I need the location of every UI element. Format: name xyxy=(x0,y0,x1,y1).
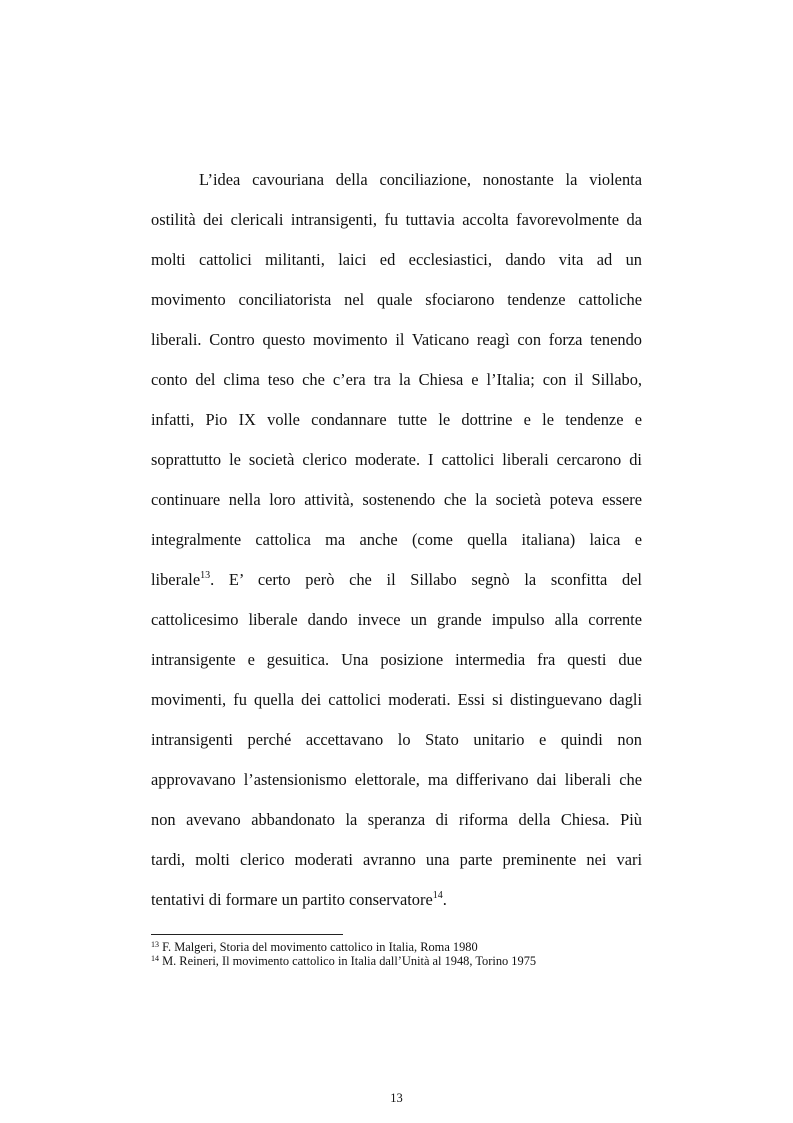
text-line: conto del clima teso che c’era tra la Chiesa e l’Italia; con il Sillabo, xyxy=(151,370,642,389)
footnotes xyxy=(151,940,711,968)
text-line: cattolicesimo liberale dando invece un grande impulso alla corrente xyxy=(151,610,642,629)
text-line: movimenti, fu quella dei cattolici moderati. Essi si distinguevano dagli xyxy=(151,690,642,709)
footnote-13 xyxy=(151,940,711,954)
footnote-14 xyxy=(151,954,711,968)
text-line: ostilità dei clericali intransigenti, fu tuttavia accolta favorevolmente da xyxy=(151,210,642,229)
text-line: intransigente e gesuitica. Una posizione intermedia fra questi due xyxy=(151,650,642,669)
text-line: continuare nella loro attività, sostenendo che la società poteva essere xyxy=(151,490,642,509)
text-line: movimento conciliatorista nel quale sfociarono tendenze cattoliche xyxy=(151,290,642,309)
footnote-ref-13: 13 xyxy=(200,570,211,581)
text-line: approvavano l’astensionismo elettorale, ma differivano dai liberali che xyxy=(151,770,642,789)
text-line: non avevano abbandonato la speranza di riforma della Chiesa. Più xyxy=(151,810,642,829)
footnote-text: M. Reineri, Il movimento cattolico in Italia dall’Unità al 1948, Torino 1975 xyxy=(159,954,537,968)
footnote-text: F. Malgeri, Storia del movimento cattolico in Italia, Roma 1980 xyxy=(159,940,478,954)
text-line: liberali. Contro questo movimento il Vaticano reagì con forza tenendo xyxy=(151,330,642,349)
text-line: tardi, molti clerico moderati avranno una parte preminente nei vari xyxy=(151,850,642,869)
text-segment: . xyxy=(442,890,447,909)
page-number: 13 xyxy=(390,1091,403,1105)
text-segment: . E’ certo però che il Sillabo segnò la sconfitta del xyxy=(210,570,642,589)
text-line: molti cattolici militanti, laici ed ecclesiastici, dando vita ad un xyxy=(151,250,642,269)
footnote-separator xyxy=(151,934,343,935)
text-line: integralmente cattolica ma anche (come quella italiana) laica e xyxy=(151,530,642,549)
text-line: soprattutto le società clerico moderate. I cattolici liberali cercarono di xyxy=(151,450,642,469)
text-line: L’idea cavouriana della conciliazione, nonostante la violenta xyxy=(199,170,642,189)
footnote-number: 13 xyxy=(151,940,159,949)
text-segment: liberale xyxy=(151,570,201,589)
text-line-with-footnote-ref xyxy=(151,560,642,600)
footnote-ref-14: 14 xyxy=(432,890,443,901)
text-line: intransigenti perché accettavano lo Stato unitario e quindi non xyxy=(151,730,642,749)
body-paragraph xyxy=(151,160,642,920)
text-segment: tentativi di formare un partito conservatore xyxy=(151,890,433,909)
text-line-with-footnote-ref xyxy=(151,880,642,920)
text-line: infatti, Pio IX volle condannare tutte le dottrine e le tendenze e xyxy=(151,410,642,429)
footnote-number: 14 xyxy=(151,954,159,963)
